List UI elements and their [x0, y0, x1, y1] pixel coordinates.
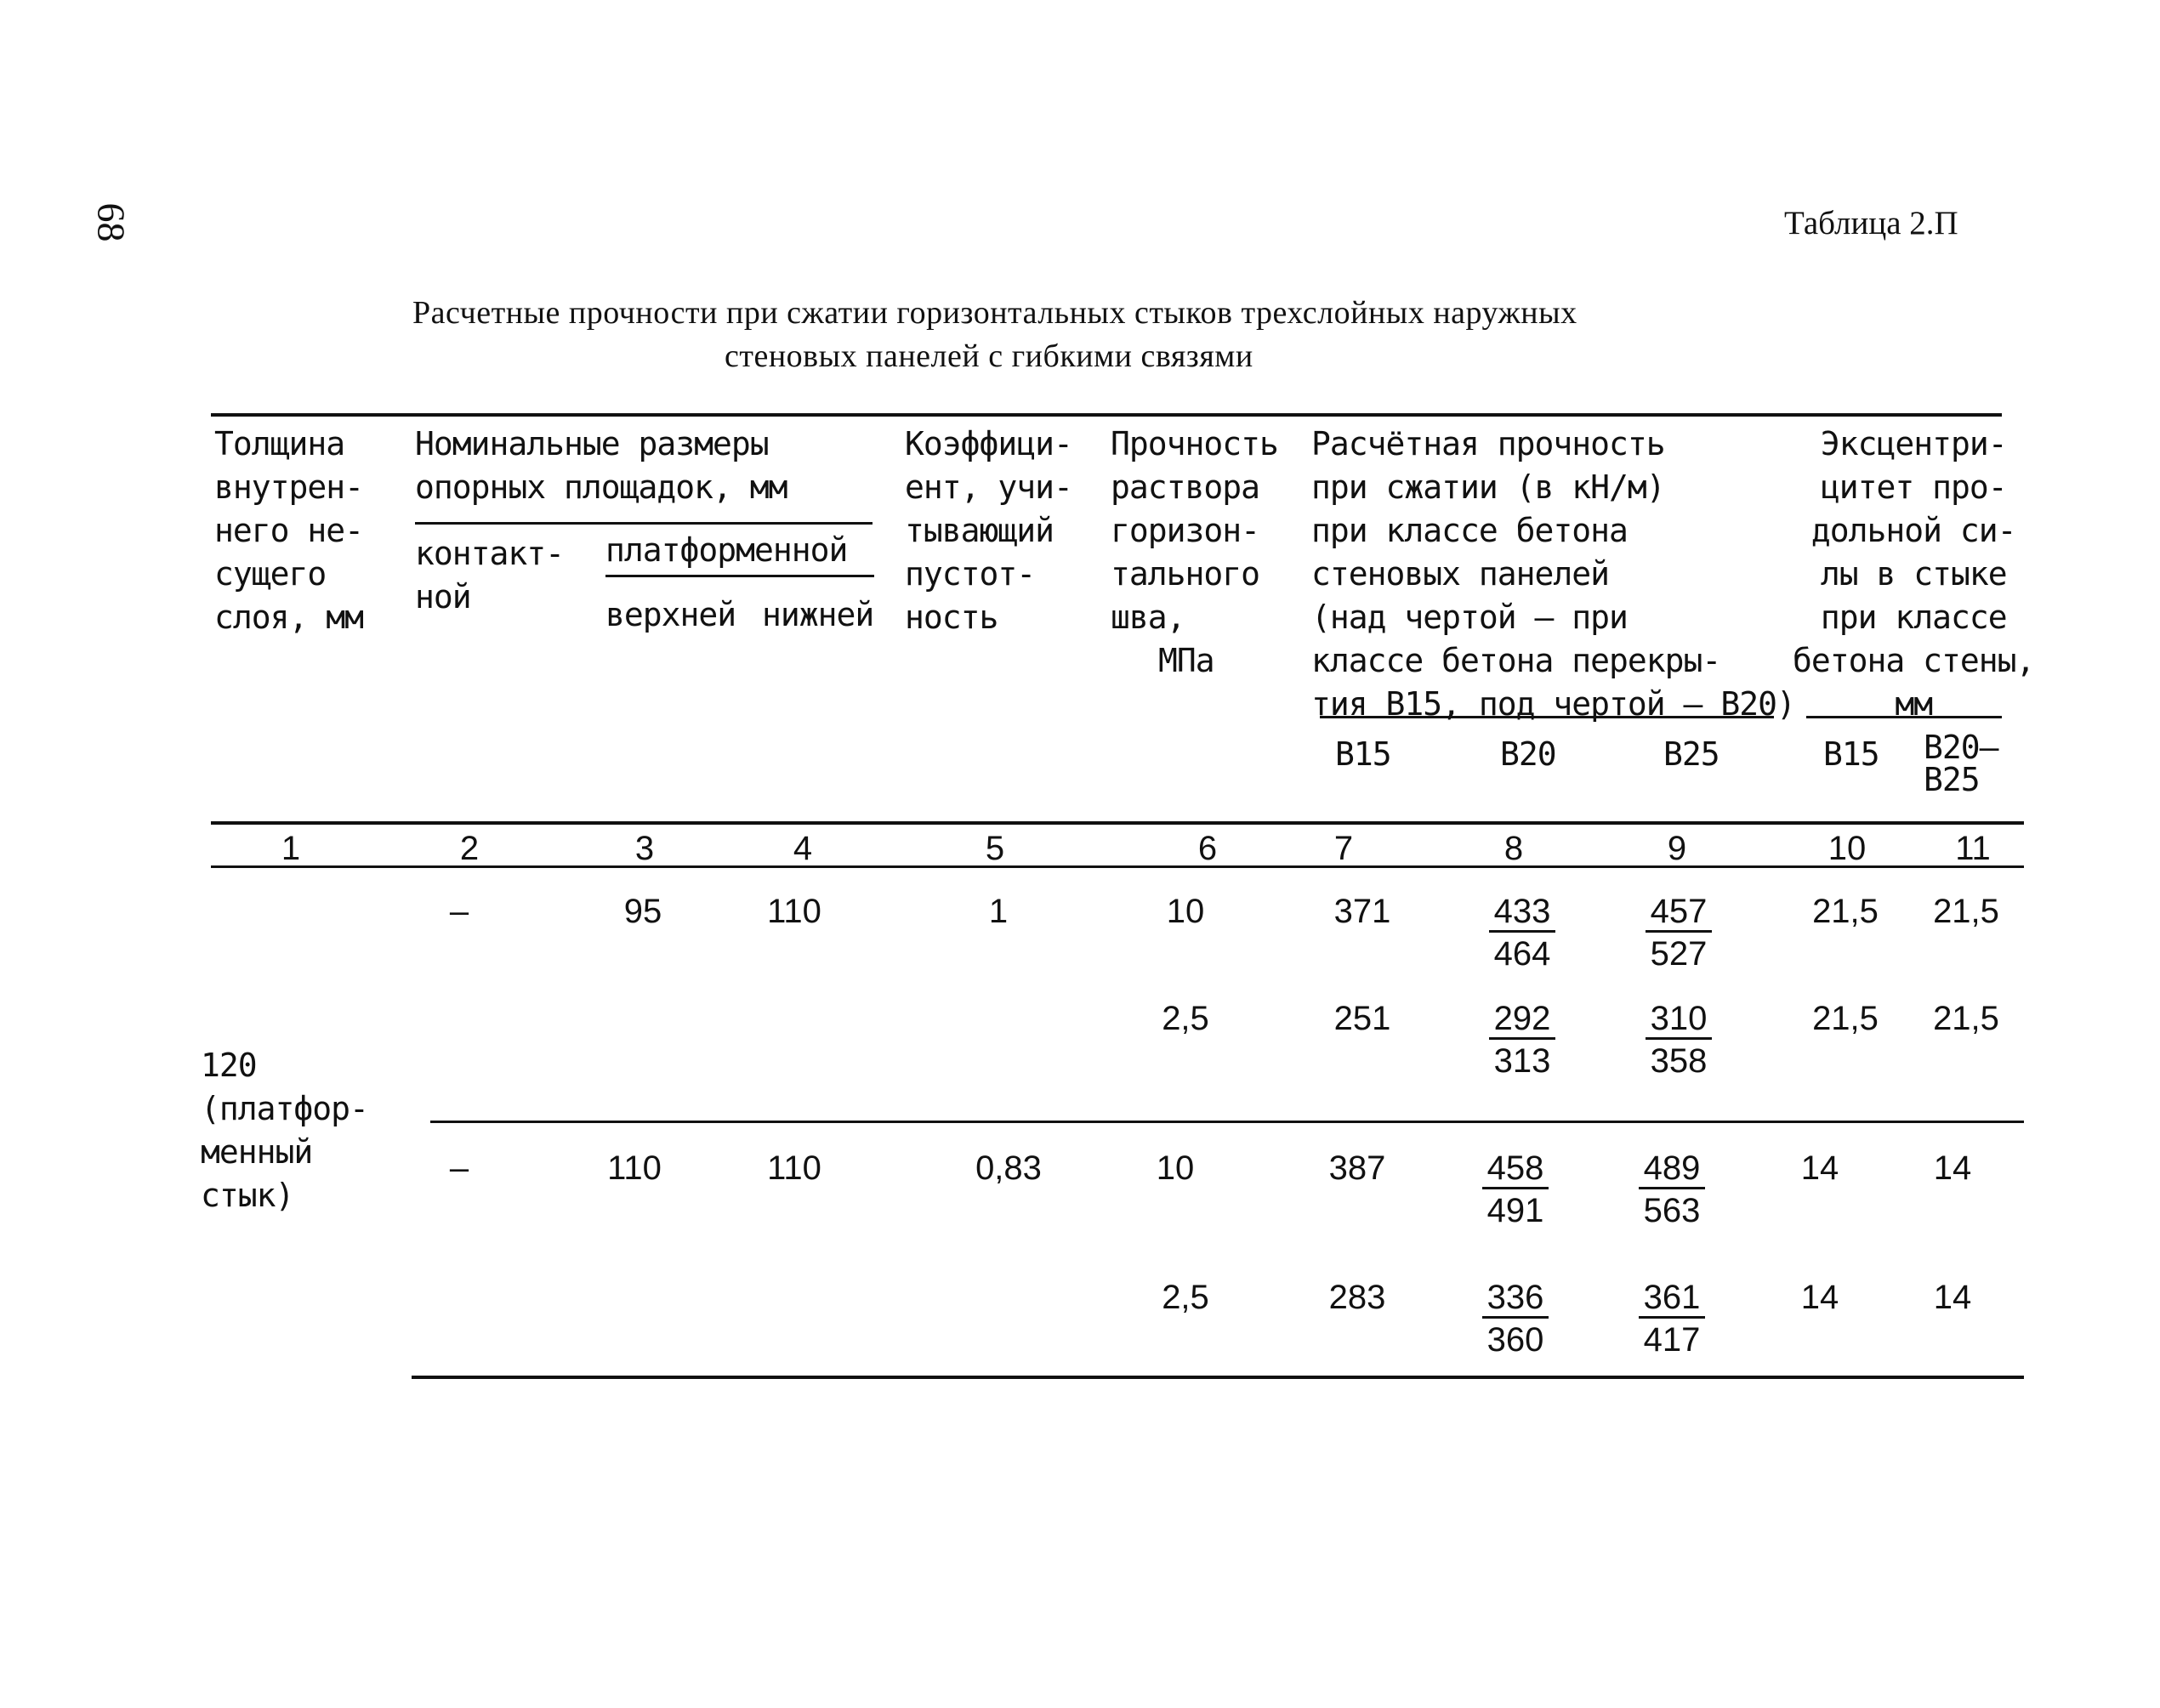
table-title-line2: стеновых панелей с гибкими связями — [725, 338, 1253, 374]
table-label: Таблица 2.П — [1784, 205, 1958, 241]
header-b20: В20 — [1500, 735, 1556, 773]
cell-ecc-b15: 21,5 — [1812, 893, 1879, 930]
header-ecc-b15: В15 — [1823, 735, 1879, 773]
cell-lower: 110 — [767, 893, 821, 930]
cell-lower: 110 — [767, 1149, 821, 1187]
row-label-thickness: 120 (платфор- менный стык) — [201, 1047, 368, 1214]
column-number: 2 — [459, 830, 480, 867]
header-upper: верхней — [605, 596, 736, 633]
cell-ecc-b20-b25: 14 — [1933, 1279, 1972, 1316]
cell-upper: 95 — [623, 893, 662, 930]
cell-ecc-b15: 14 — [1800, 1149, 1839, 1187]
cell-ecc-b20-b25: 21,5 — [1933, 893, 1999, 930]
column-number: 6 — [1197, 830, 1218, 867]
cell-mortar: 2,5 — [1162, 1000, 1209, 1037]
column-number: 10 — [1827, 830, 1867, 867]
column-number: 4 — [793, 830, 813, 867]
cell-mortar: 10 — [1156, 1149, 1195, 1187]
table-bottom-rule — [412, 1376, 2024, 1379]
header-nominal-dimensions: Номинальные размеры опорных площадок, мм — [415, 425, 787, 506]
cell-b25: $\frac{457}{527}$ — [1628, 893, 1730, 975]
cell-b15: 387 — [1328, 1149, 1386, 1187]
platform-group-rule — [605, 575, 874, 577]
column-number: 3 — [634, 830, 655, 867]
cell-ecc-b20-b25: 14 — [1933, 1149, 1972, 1187]
cell-b20: $\frac{336}{360}$ — [1464, 1279, 1566, 1361]
header-contact: контакт- ной — [415, 535, 565, 616]
header-coefficient: Коэффици- ент, учи- тывающий пустот- ность — [905, 425, 1072, 636]
header-design-strength: Расчётная прочность при сжатии (в кН/м) при классе бетона стеновых панелей (над чертой – при классе бетона перекры- тия В15, под чертой – В20) — [1311, 425, 1795, 723]
cell-coefficient: 1 — [988, 893, 1009, 930]
header-mortar-strength: Прочность раствора горизон- тального шва, МПа — [1111, 425, 1278, 679]
section-divider-rule — [430, 1121, 2024, 1123]
dimensions-group-rule — [415, 522, 873, 525]
cell-b20: $\frac{292}{313}$ — [1471, 1000, 1573, 1082]
cell-b15: 251 — [1333, 1000, 1391, 1037]
cell-b25: $\frac{310}{358}$ — [1628, 1000, 1730, 1082]
cell-b15: 371 — [1333, 893, 1391, 930]
page-number: 68 — [89, 202, 134, 242]
header-lower: нижней — [762, 596, 874, 633]
table-top-rule — [211, 413, 2002, 417]
cell-mortar: 10 — [1166, 893, 1205, 930]
column-number: 8 — [1503, 830, 1524, 867]
cell-contact: – — [449, 1149, 469, 1187]
cell-ecc-b15: 21,5 — [1812, 1000, 1879, 1037]
header-b25: В25 — [1663, 735, 1719, 773]
column-number: 7 — [1333, 830, 1354, 867]
cell-b25: $\frac{489}{563}$ — [1621, 1149, 1723, 1232]
cell-contact: – — [449, 893, 469, 930]
cell-ecc-b15: 14 — [1800, 1279, 1839, 1316]
header-thickness: Толщина внутрен- него не- сущего слоя, мм — [214, 425, 364, 636]
header-b15: В15 — [1335, 735, 1391, 773]
cell-mortar: 2,5 — [1162, 1279, 1209, 1316]
column-number: 5 — [985, 830, 1005, 867]
cell-ecc-b20-b25: 21,5 — [1933, 1000, 1999, 1037]
column-number: 1 — [281, 830, 301, 867]
cell-b20: $\frac{433}{464}$ — [1471, 893, 1573, 975]
cell-upper: 110 — [607, 1149, 662, 1187]
table-title-line1: Расчетные прочности при сжатии горизонтальных стыков трехслойных наружных — [412, 295, 1577, 331]
column-number: 9 — [1667, 830, 1687, 867]
cell-b20: $\frac{458}{491}$ — [1464, 1149, 1566, 1232]
cell-b15: 283 — [1328, 1279, 1386, 1316]
cell-b25: $\frac{361}{417}$ — [1621, 1279, 1723, 1361]
header-eccentricity: Эксцентри- цитет про- дольной си- лы в стыке при классе бетона стены, мм — [1793, 425, 2035, 723]
column-number: 11 — [1955, 830, 1991, 867]
header-platform: платформенной — [605, 531, 848, 569]
cell-coefficient: 0,83 — [975, 1149, 1042, 1187]
header-bottom-rule — [211, 821, 2024, 825]
header-ecc-b20-b25: В20– В25 — [1924, 729, 1998, 798]
